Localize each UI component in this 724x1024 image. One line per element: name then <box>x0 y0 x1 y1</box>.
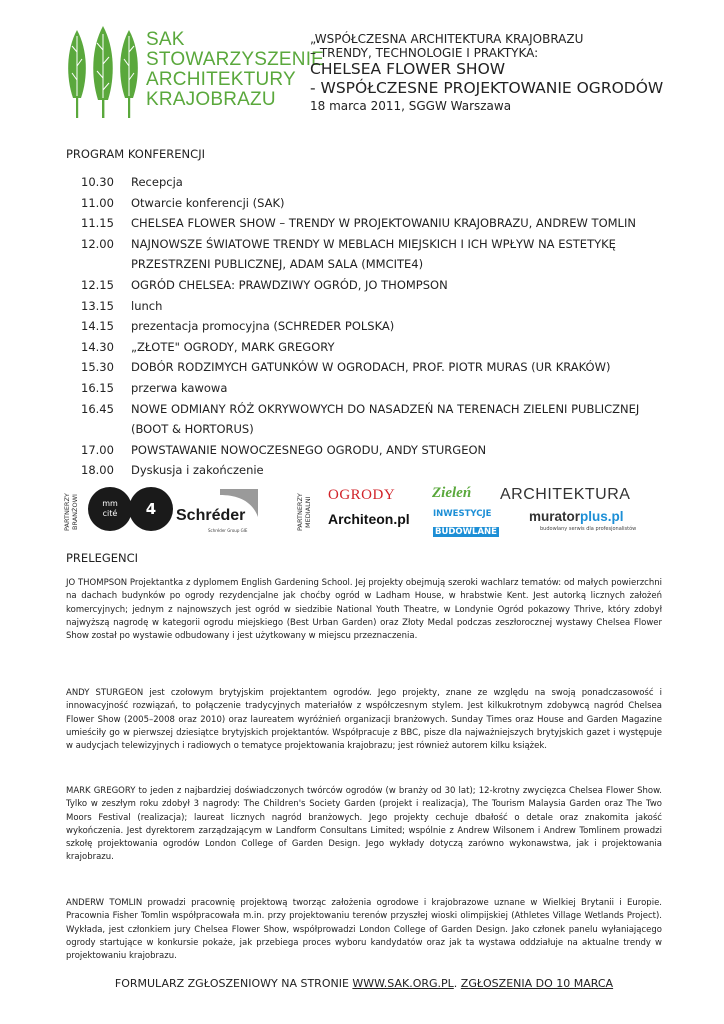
registration-deadline: ZGŁOSZENIA DO 10 MARCA <box>460 977 614 990</box>
architeon-logo: Architeon.pl <box>328 511 410 527</box>
conference-line-2: – TRENDY, TECHNOLOGIE I PRAKTYKA: <box>310 46 539 60</box>
conference-date: 18 marca 2011, SGGW Warszawa <box>310 99 512 113</box>
inwestycje-budowlane-logo <box>433 509 507 537</box>
schedule-row <box>81 399 701 420</box>
schedule-row <box>81 213 701 234</box>
schedule-desc: DOBÓR RODZIMYCH GATUNKÓW W OGRODACH, PROF. PIOTR MURAS (UR KRAKÓW) <box>131 360 611 375</box>
schedule-row <box>81 357 701 378</box>
schreder-logo-subtitle: Schréder Group GIE <box>208 528 248 533</box>
schedule-row <box>81 378 701 399</box>
schedule-time: 15.30 <box>81 360 114 375</box>
schedule-desc: CHELSEA FLOWER SHOW – TRENDY W PROJEKTOWANIU KRAJOBRAZU, ANDREW TOMLIN <box>131 216 636 231</box>
schedule-desc: OGRÓD CHELSEA: PRAWDZIWY OGRÓD, JO THOMPSON <box>131 277 448 292</box>
schedule-row <box>81 193 701 214</box>
inwestycje-line-1: INWESTYCJE <box>433 509 492 519</box>
schedule-desc: Dyskusja i zakończenie <box>131 463 264 478</box>
ogrody-logo: OGRODY <box>328 487 396 503</box>
schedule-desc: przerwa kawowa <box>131 380 228 395</box>
inwestycje-line-2: BUDOWLANE <box>435 527 497 537</box>
schedule-desc: Recepcja <box>131 175 183 189</box>
industry-partners-label: PARTNERZY BRANŻOWI <box>63 493 79 531</box>
schedule-row <box>81 440 701 461</box>
schedule-time: 10.30 <box>81 175 114 189</box>
conference-line-4: - WSPÓŁCZESNE PROJEKTOWANIE OGRODÓW <box>310 79 664 97</box>
website-link[interactable]: WWW.SAK.ORG.PL <box>352 977 454 990</box>
schedule-row-continuation <box>81 419 701 440</box>
schedule-row <box>81 234 701 255</box>
registration-footer <box>66 977 662 990</box>
mmcite-logo-line-1: mm <box>102 499 118 508</box>
schedule-row-continuation <box>81 254 701 275</box>
media-partners-label: PARTNERZY MEDIALNI <box>296 493 312 531</box>
schedule-row <box>81 316 701 337</box>
schreder-logo: Schréder <box>176 507 246 524</box>
schedule-row <box>81 275 701 296</box>
footer-prefix: FORMULARZ ZGŁOSZENIOWY NA STRONIE <box>114 977 353 990</box>
muratorplus-logo <box>529 509 624 524</box>
program-heading: PROGRAM KONFERENCJI <box>66 147 205 161</box>
sak-logo-text <box>146 30 324 110</box>
schedule-time: 16.45 <box>81 401 114 416</box>
mmcite-logo-line-2: cité <box>102 509 118 518</box>
schedule-row <box>81 172 701 193</box>
muratorplus-logo-subtitle: budowlany serwis dla profesjonalistów <box>540 526 637 532</box>
logo-line-2: STOWARZYSZENIE <box>146 49 325 70</box>
logo-line-3: ARCHITEKTURY <box>146 69 296 90</box>
schedule-row <box>81 337 701 358</box>
murator-logo-plus: plus.pl <box>580 509 624 524</box>
schedule-time: 11.15 <box>81 216 114 231</box>
speaker-bio-mark-gregory: MARK GREGORY to jeden z najbardziej doświadczonych twórców ogrodów (w branży od 30 lat); 12-krotny zwycięzca Chelsea Flower Show. Tylko w zeszłym roku zdobył 3 nagrody: The Children's Society Garden (projekt i realizacja), The Tourism Malaysia Garden oraz The Two Moors Festival (realizacja); laureat licznych nagród branżowych. Jego projekty cechuje dbałość o detale oraz znakomita jakość wykończenia. Jest dyrektorem zarządzającym w Landform Consultans Limited; wspólnie z Andrew Wilsonem i Andrew Tomlinem prowadzi szkołę projektowania ogrodów London College of Garden Design. Jego wykłady dotyczą zarówno wykonawstwa, jak i projektowania krajobrazu. <box>66 786 662 863</box>
schedule-time: 13.15 <box>81 298 114 313</box>
four-logo: 4 <box>129 487 173 531</box>
conference-line-1: „WSPÓŁCZESNA ARCHITEKTURA KRAJOBRAZU <box>310 32 584 46</box>
footer-dot: . <box>453 977 461 990</box>
zielen-logo: Zieleń <box>432 485 472 501</box>
schedule-time: 16.15 <box>81 380 114 395</box>
schedule-desc: (BOOT & HORTORUS) <box>131 422 254 437</box>
logo-line-1: SAK <box>146 29 185 50</box>
program-schedule <box>81 172 701 481</box>
schedule-desc: lunch <box>131 298 163 313</box>
schedule-desc: POWSTAWANIE NOWOCZESNEGO OGRODU, ANDY STURGEON <box>131 442 487 457</box>
murator-logo-main: murator <box>529 509 581 524</box>
speaker-bio-andrew-tomlin: ANDERW TOMLIN prowadzi pracownię projektową tworząc założenia ogrodowe i krajobrazowe uznane w Wielkiej Brytanii i Europie. Pracownia Fisher Tomlin współpracowała m.in. przy projektowaniu terenów przyszłej wioski olimpijskiej (Athletes Village Wetlands Project). Wykłada, jest członkiem jury Chelsea Flower Show, współprowadzi London College of Garden Design. Jako członek panelu wyłaniającego ogrody startujące w konkursie pokaże, jak przebiega proces wyboru kandydatów oraz jak ta wystawa oddziałuje na aktualne trendy w projektowaniu krajobrazu. <box>66 898 662 962</box>
schedule-desc: prezentacja promocyjna (SCHREDER POLSKA) <box>131 319 395 334</box>
speakers-heading: PRELEGENCI <box>66 551 139 565</box>
schedule-desc: „ZŁOTE" OGRODY, MARK GREGORY <box>131 339 335 354</box>
logo-line-4: KRAJOBRAZU <box>146 89 276 110</box>
schedule-desc: PRZESTRZENI PUBLICZNEJ, ADAM SALA (MMCITE4) <box>131 257 424 272</box>
schedule-time: 18.00 <box>81 463 114 478</box>
mmcite-logo <box>88 487 132 531</box>
schedule-time: 12.15 <box>81 277 114 292</box>
schedule-time: 12.00 <box>81 236 114 251</box>
schedule-time: 11.00 <box>81 195 114 210</box>
architektura-logo: ARCHITEKTURA <box>500 486 631 503</box>
schedule-time: 17.00 <box>81 442 114 457</box>
schedule-row <box>81 460 701 481</box>
schedule-time: 14.30 <box>81 339 114 354</box>
sak-logo-trees <box>64 26 142 118</box>
schedule-time: 14.15 <box>81 319 114 334</box>
schedule-desc: NOWE ODMIANY RÓŻ OKRYWOWYCH DO NASADZEŃ NA TERENACH ZIELENI PUBLICZNEJ <box>131 401 640 416</box>
speaker-bio-andy-sturgeon: ANDY STURGEON jest czołowym brytyjskim projektantem ogrodów. Jego projekty, znane ze względu na swoją ponadczasowość i innowacyjność rozwiązań, to połączenie tradycyjnych materiałów z współczesnym stylem. Jest kilkukrotnym zdobywcą nagród Chelsea Flower Show (2005–2008 oraz 2010) oraz laureatem wyróżnień organizacji branżowych. Sunday Times oraz House and Garden Magazine umieściły go w pierwszej dziesiątce brytyjskich projektantów. Współpracuje z BBC, pisze dla najważniejszych brytyjskich gazet i występuje w audycjach telewizyjnych i radiowych o tematyce projektowania krajobrazu; jest również autorem kilku książek. <box>66 688 662 752</box>
schedule-desc: Otwarcie konferencji (SAK) <box>131 195 285 210</box>
speaker-bio-jo-thompson: JO THOMPSON Projektantka z dyplomem English Gardening School. Jej projekty obejmują szeroki wachlarz tematów: od małych powierzchni na dachach budynków po ogrody rezydencjalne jak choćby ogród w Ladham House, w hrabstwie Kent. Jest autorką licznych założeń komercyjnych; jednym z najnowszych jest ogród w siedzibie National Youth Theatre, w Londynie Ogród pokazowy Thrive, który zdobył najwyższą nagrodę w kategorii ogrodu miejskiego (Best Urban Garden) oraz Złoty Medal podczas zeszłorocznej wystawy Chelsea Flower Show został po wystawie odbudowany i jest użytkowany w miejscu przeznaczenia. <box>66 578 662 642</box>
conference-line-3: CHELSEA FLOWER SHOW <box>310 60 506 78</box>
conference-title <box>310 32 710 114</box>
schedule-row <box>81 296 701 317</box>
schedule-desc: NAJNOWSZE ŚWIATOWE TRENDY W MEBLACH MIEJSKICH I ICH WPŁYW NA ESTETYKĘ <box>131 236 616 251</box>
